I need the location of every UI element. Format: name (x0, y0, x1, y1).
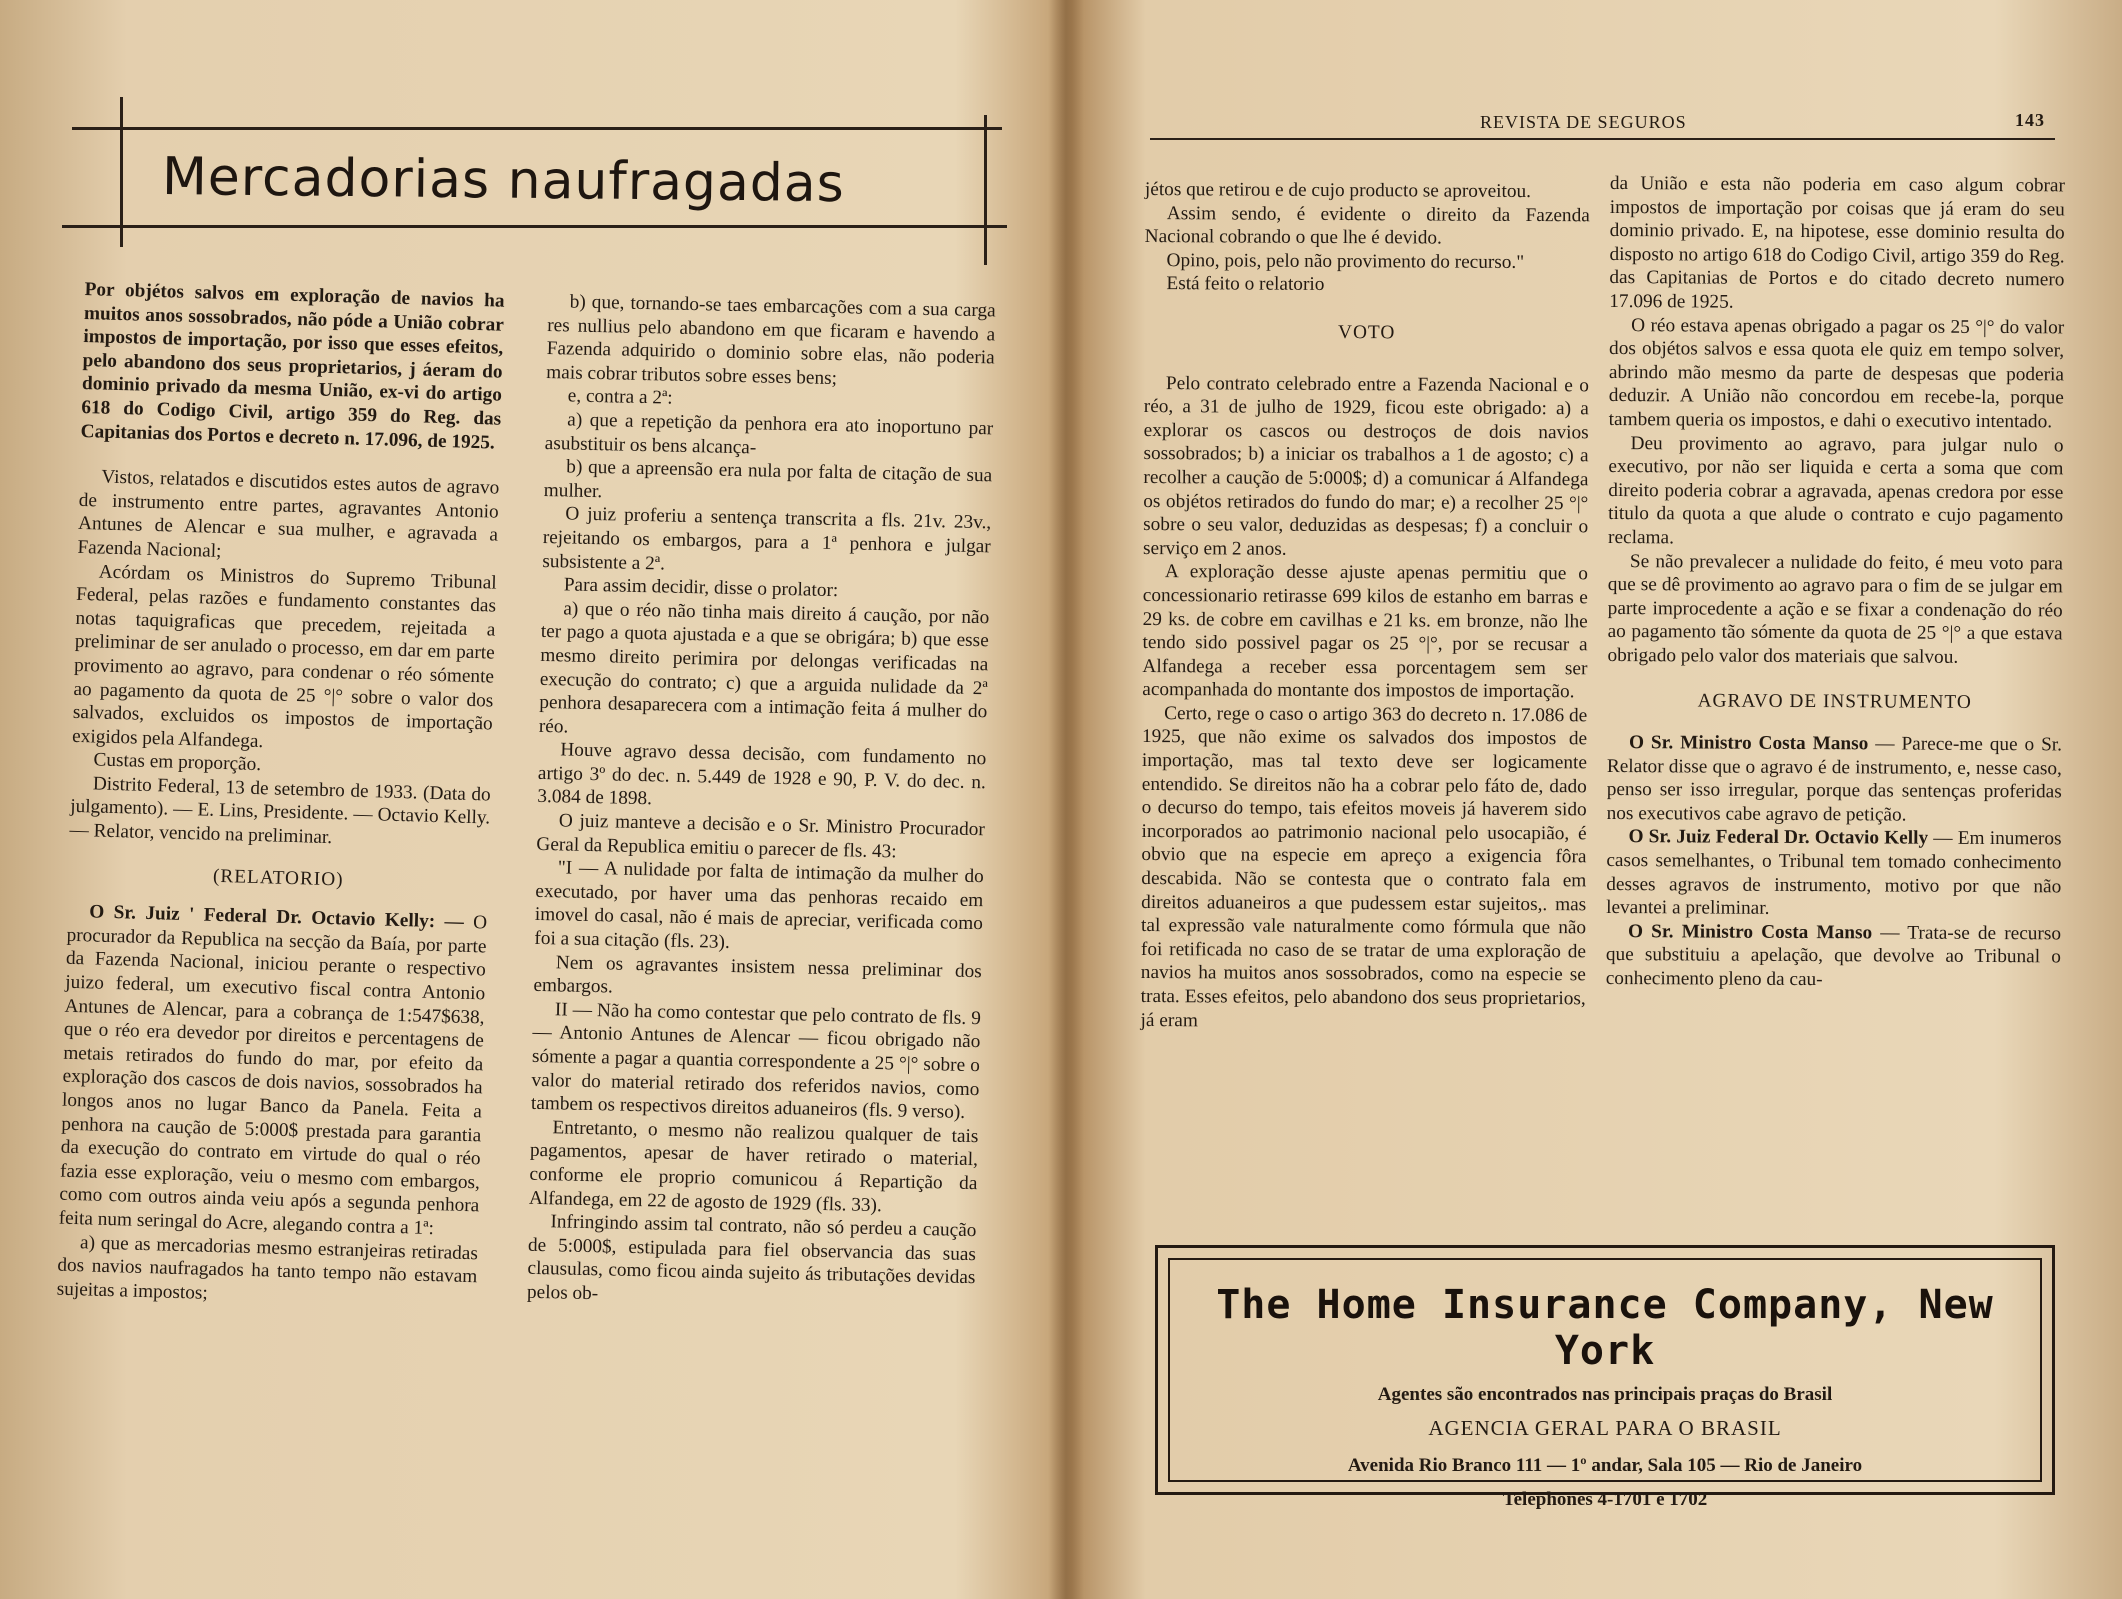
article-title: Mercadorias naufragadas (161, 147, 846, 215)
paragraph: O réo estava apenas obrigado a pagar os 25 °|° do valor dos objétos salvos e essa quota ele quiz em tempo solver, abrindo mão mesmo da parte de despesas que poderia deduzir. A União não concordou em recebe-la, porque tambem queria os impostos, e dahi o executivo intentado. (1608, 314, 2065, 433)
paragraph: jétos que retirou e de cujo producto se aproveitou. (1144, 178, 1532, 203)
voto-heading: VOTO (1338, 321, 1396, 344)
paragraph (1606, 920, 2061, 993)
paragraph (1606, 825, 2061, 922)
title-rule-left (120, 97, 123, 247)
right-column-2 (1606, 172, 2065, 993)
paragraph: b) que a apreensão era nula por falta de citação de sua mulher. (543, 456, 993, 502)
speaker-name: O Sr. Juiz ' Federal Dr. Octavio Kelly: — (89, 901, 465, 934)
paragraph: A exploração desse ajuste apenas permitiu que o concessionario retirasse 699 kilos de estanho em barras e 29 ks. de cobre em cavilhas e 21 ks. em bronze, não lhe tendo sido possivel pagar os 25 °|°, por se recusar a Alfandega a receber essa porcentagem sem ser acompanhada do montante dos impostos de importação. (1142, 561, 1588, 703)
paragraph: da União e esta não poderia em caso algum cobrar impostos de importação por coisas que já eram do seu dominio privado. E, na hipotese, esse dominio resulta do disposto no artigo 618 do Codigo Civil, artigo 359 do Reg. das Capitanias de Portos e do citado decreto numero 17.096 de 1925. (1609, 172, 2065, 313)
title-rule-right (984, 115, 987, 265)
agravo-heading: AGRAVO DE INSTRUMENTO (1697, 690, 1972, 714)
paragraph: e, contra a 2ª: (567, 385, 673, 410)
magazine-title: REVISTA DE SEGUROS (1480, 112, 1687, 132)
paragraph: O juiz proferiu a sentença transcrita a fls. 21v. 23v., rejeitando os embargos, para a 1ª penhora e julgar subsistente a 2ª. (542, 503, 992, 575)
paragraph: b) que, tornando-se taes embarcações com a sua carga res nullius pelo abandono em que ficaram e havendo a Fazenda adquirido o dominio sobre elas, não poderia mais cobrar tributos sobre esses bens; (546, 291, 996, 389)
paragraph: Entretanto, o mesmo não realizou qualquer de tais pagamentos, apesar de haver retirado o material, conforme ele proprio comunicou á Repartição da Alfandega, em 22 de agosto de 1929 (fls. 33). (528, 1117, 979, 1216)
speaker-name: O Sr. Ministro Costa Manso (1628, 732, 1869, 755)
relatorio-heading: (RELATORIO) (212, 865, 344, 891)
paragraph: Está feito o relatorio (1166, 273, 1325, 296)
advertisement-inner-frame (1168, 1258, 2042, 1510)
advertiser-name: The Home Insurance Company, New York (1216, 1282, 1994, 1374)
left-column-2 (527, 290, 996, 1314)
paragraph: a) que o réo não tinha mais direito á caução, por não ter pago a quota ajustada e a que se obrigára; b) que esse mesmo direito perimira por delongas verificadas na execução do contrato; c) que a arguida nulidade da 2ª penhora desaparecera com a intimação feita á mulher do réo. (538, 598, 990, 738)
paragraph: Certo, rege o caso o artigo 363 do decreto n. 17.086 de 1925, que não exime os salvados dos impostos de importação, mas tal texto deve ser logicamente entendido. Se direitos não ha a cobrar pelo fáto de, dado o decurso do tempo, tais efeitos moveis já haverem sido incorporados ao patrimonio nacional pelo usocapião, é obvio que na especie em apreço a exigencia fôra descabida. Não se contesta que o contrato fala em direitos aduaneiros a que pudessem estar sujeitos,. mas tal expressão vale naturalmente como fórmula que não foi retificada no caso de se tratar de uma exploração de navios ha muitos anos sossobrados, como na especie se trata. Esses efeitos, pelo abandono dos seus proprietarios, já eram (1140, 702, 1588, 1031)
paragraph: Custas em proporção. (93, 749, 262, 776)
paragraph: II — Não ha como contestar que pelo contrato de fls. 9 — Antonio Antunes de Alencar — ficou obrigado não sómente a pagar a quantia correspondente a 25 °|° sobre o valor do material retirado dos referidos navios, como tambem os respectivos direitos aduaneiros (fls. 9 verso). (530, 999, 982, 1124)
article-summary: Por objétos salvos em exploração de navios ha muitos anos sossobrados, não póde a União cobrar impostos de importação, por isso que esses efeitos, pelo abandono dos seus proprietarios, j áeram do dominio privado da mesma União, ex-vi do artigo 618 do Codigo Civil, artigo 359 do Reg. das Capitanias dos Portos e decreto n. 17.096, de 1925. (80, 278, 505, 454)
paragraph: Se não prevalecer a nulidade do feito, é meu voto para que se dê provimento ao agravo para o fim de se julgar em parte improcedente a ação e se fixar a condenação do réo ao pagamento tão sómente da quota de 25 °|° a que estava obrigado pelo valor dos materiais que salvou. (1607, 550, 2064, 668)
speaker-name: O Sr. Ministro Costa Manso (1627, 920, 1873, 944)
title-rule-bottom (62, 225, 1007, 228)
paragraph: Vistos, relatados e discutidos estes autos de agravo de instrumento entre partes, agravantes Antonio Antunes de Alencar e sua mulher, e agravada a Fazenda Nacional; (77, 466, 500, 562)
paragraph: Pelo contrato celebrado entre a Fazenda Nacional e o réo, a 31 de julho de 1929, ficou este obrigado: a) a explorar os cascos ou destroços de dois navios sossobrados; b) a iniciar os trabalhos a 1 de agosto; c) a recolher a caução de 5:000$; d) a comunicar á Alfandega os objétos retirados do fundo do mar; e) a recolher 25 °|° sobre o seu valor, deduzidas as despesas; f) a concluir o serviço em 2 anos. (1143, 372, 1589, 560)
paragraph: Para assim decidir, disse o prolator: (563, 574, 839, 602)
paragraph: a) que a repetição da penhora era ato inoportuno par asubstituir os bens alcança- (544, 409, 994, 458)
paragraph: Assim sendo, é evidente o direito da Fazenda Nacional cobrando o que lhe é devido. (1144, 202, 1590, 249)
paragraph: Acórdam os Ministros do Supremo Tribunal Federal, pelas razões e fundamento constantes das notas taquigraficas que precedem, rejeitada a preliminar de ser anulado o processo, em dar em parte provimento ao agravo, para condenar o réo sómente ao pagamento da quota de 25 °|° sobre o valor dos salvados, excluidos os impostos de importação exigidos pela Alfandega. (71, 561, 497, 752)
right-column-1 (1141, 178, 1590, 1035)
agency-line: AGENCIA GERAL PARA O BRASIL (1428, 1416, 1782, 1440)
paragraph (58, 900, 487, 1242)
agents-locations: nas principais praças do Brasil (1582, 1384, 1833, 1405)
speaker-name: O Sr. Juiz Federal Dr. Octavio Kelly (1628, 826, 1929, 850)
title-rule-top (72, 127, 1002, 130)
paragraph: Deu provimento ao agravo, para julgar nulo o executivo, por não ser liquida e certa a soma que com direito poderia cobrar a agravada, apenas credora por esse titulo da quota a que alude o contrato e cujo pagamento reclama. (1608, 432, 2064, 549)
paragraph-text: — Em inumeros casos semelhantes, o Tribunal tem tomado conhecimento desses agravos de instrumento, motivo por que não levantei a preliminar. (1606, 828, 2062, 920)
agents-line (1170, 1384, 2040, 1406)
agents-prefix: Agentes são encontrados (1377, 1384, 1578, 1405)
left-page (0, 0, 1060, 1599)
paragraph: O juiz manteve a decisão e o Sr. Ministro Procurador Geral da Republica emitiu o parecer de fls. 43: (536, 810, 986, 863)
page-number: 143 (2015, 110, 2045, 130)
paragraph-text: — Trata-se de recurso que substituiu a apelação, que devolve ao Tribunal o conhecimento pleno da cau- (1605, 922, 2062, 991)
paragraph (1607, 731, 2062, 828)
paragraph: Infringindo assim tal contrato, não só perdeu a caução de 5:000$, estipulada para fiel observancia das suas clausulas, como ficou ainda sujeito ás tributações devidas pelos ob- (526, 1211, 977, 1305)
running-header (1150, 108, 2055, 140)
paragraph: Houve agravo dessa decisão, com fundamento no artigo 3º do dec. n. 5.449 de 1928 e 90, P. V. do dec. n. 3.084 de 1898. (537, 739, 987, 810)
title-frame (92, 105, 1002, 255)
paragraph-text: O procurador da Republica na secção da Baía, por parte da Fazenda Nacional, iniciou perante o respectivo juizo federal, um executivo fiscal contra Antonio Antunes de Alencar, para a cobrança de 1:547$638, que o réo era devedor por direitos e percentagens de metais retirados do fundo do mar, por efeito da exploração dos cascos de dois navios, sossobrados ha longos anos no lugar Banco da Panela. Feita a penhora na caução de 5:000$ prestada para garantia da execução do contrato em virtude do qual o réo fazia esse exploração, veiu o mesmo com embargos, como com outros ainda veiu após a segunda penhora feita num seringal do Acre, alegando contra a 1ª: (58, 912, 488, 1240)
insurance-advertisement (1155, 1245, 2055, 1510)
paragraph: "I — A nulidade por falta de intimação da mulher do executado, por haver uma das penhoras recaido em imovel do casal, não é mais de apreciar, verificada como foi a sua citação (fls. 23). (534, 857, 985, 953)
left-column-1 (56, 278, 504, 1313)
paragraph: Opino, pois, pelo não provimento do recurso." (1166, 249, 1525, 273)
address-line: Avenida Rio Branco 111 — 1º andar, Sala 105 — Rio de Janeiro (1347, 1455, 1863, 1476)
paragraph: Nem os agravantes insistem nessa preliminar dos embargos. (533, 951, 983, 998)
paragraph: a) que as mercadorias mesmo estranjeiras retiradas dos navios naufragados ha tanto tempo não estavam sujeitas a impostos; (56, 1231, 479, 1304)
paragraph-text: — Parece-me que o Sr. Relator disse que o agravo é de instrumento, e, nesse caso, penso ser isso irregular, porque das sentenças proferidas nos executivos cabe agravo de petição. (1606, 733, 2063, 826)
telephone-line: Telephones 4-1701 e 1702 (1502, 1489, 1708, 1510)
paragraph: Distrito Federal, 13 de setembro de 1933. (Data do julgamento). — E. Lins, Presidente. — Octavio Kelly. — Relator, vencido na preliminar. (69, 773, 492, 849)
